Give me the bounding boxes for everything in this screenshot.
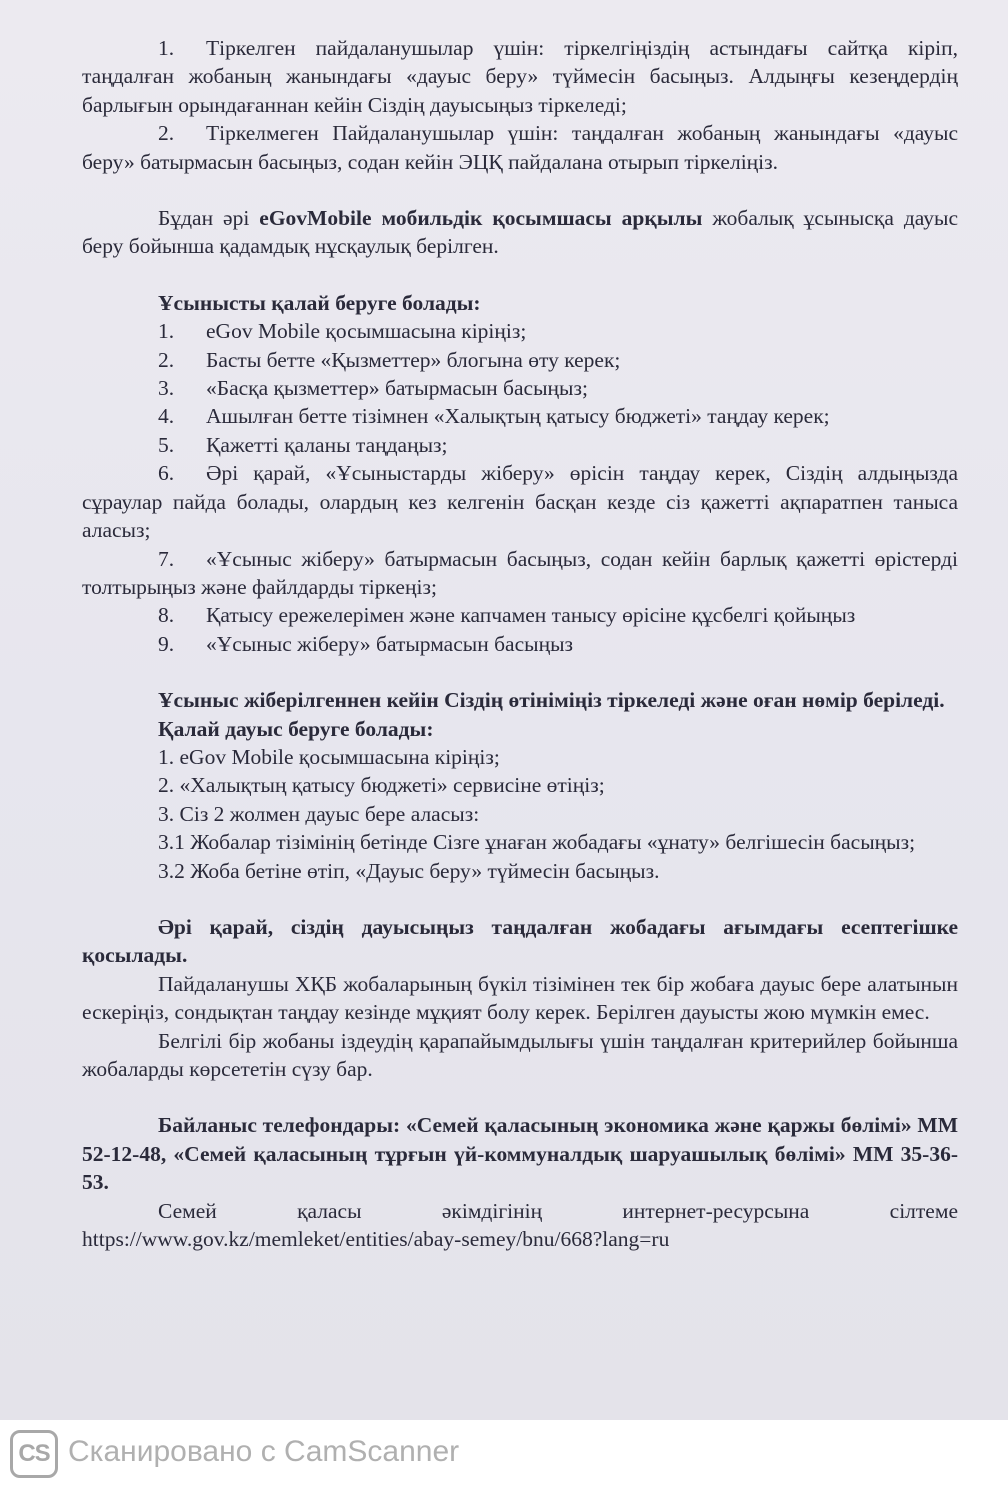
list-number: 7. (158, 546, 175, 571)
list-number: 5. (158, 432, 175, 457)
vote-step-3-1: 3.1 Жобалар тізімінің бетінде Сізге ұнаған жобадағы «ұнату» белгішесін басыңыз; (158, 830, 916, 855)
list-number: 3. (158, 376, 175, 401)
list-text: «Ұсыныс жіберу» батырмасын басыңыз (206, 631, 574, 656)
after-submit-paragraph: Ұсыныс жіберілгеннен кейін Сіздің өтініміңіз тіркеледі және оған нөмір беріледі. (158, 688, 945, 713)
egov-paragraph (82, 204, 958, 261)
list-number: 1. (158, 319, 175, 344)
list-number: 8. (158, 603, 175, 628)
link-paragraph (82, 1197, 958, 1225)
list-text: Ашылған бетте тізімнен «Халықтың қатысу бюджеті» таңдау керек; (206, 404, 830, 429)
vote-heading: Қалай дауыс беруге болады: (158, 716, 434, 741)
submit-heading: Ұсынысты қалай беруге болады: (158, 290, 481, 315)
camscanner-watermark: Сканировано с CamScanner (68, 1435, 460, 1468)
list-number: 2. (158, 121, 175, 146)
list-text: Басты бетте «Қызметтер» блогына өту керек; (206, 347, 621, 372)
list-item (82, 374, 958, 402)
list-item (82, 402, 958, 430)
camscanner-logo-icon: CS (10, 1430, 58, 1478)
list-text: «Басқа қызметтер» батырмасын басыңыз; (206, 376, 588, 401)
list-text: Тіркелген пайдаланушылар үшін: тіркелгіңіздің астындағы сайтқа кіріп, таңдалған жобаның жанындағы «дауыс беру» түймесін басыңыз. Алдыңғы кезеңдердің барлығын орындағаннан кейін Сіздің дауысыңыз тіркеледі; (82, 36, 958, 117)
list-text: Қажетті қаланы таңдаңыз; (206, 432, 448, 457)
resource-link[interactable]: https://www.gov.kz/memleket/entities/abay-semey/bnu/668?lang=ru (82, 1227, 670, 1252)
intro-item-1 (82, 34, 958, 119)
egov-text-after: жобалық ұсынысқа дауыс беру бойынша қадамдық нұсқаулық берілген. (82, 206, 958, 259)
vote-step-1: 1. eGov Mobile қосымшасына кіріңіз; (158, 744, 500, 769)
intro-item-2 (82, 119, 958, 176)
list-item (82, 431, 958, 459)
list-item (82, 630, 958, 658)
egov-text-before: Бұдан әрі (158, 206, 260, 231)
list-text: Қатысу ережелерімен және капчамен танысу өрісіне құсбелгі қойыңыз (206, 603, 856, 628)
list-number: 4. (158, 404, 175, 429)
list-item (82, 545, 958, 602)
vote-step-3: 3. Сіз 2 жолмен дауыс бере аласыз: (158, 801, 480, 826)
counter-paragraph: Әрі қарай, сіздің дауысыңыз таңдалған жобадағы ағымдағы есептегішке қосылады. (82, 914, 958, 968)
list-text: eGov Mobile қосымшасына кіріңіз; (206, 319, 527, 344)
list-item (82, 317, 958, 345)
note-paragraph: Пайдаланушы ХҚБ жобаларының бүкіл тізімінен тек бір жобаға дауыс бере алатынын ескеріңіз, сондықтан таңдау кезінде мұқият болу керек. Берілген дауысты жою мүмкін емес. (82, 971, 958, 1025)
list-number: 1. (158, 36, 175, 60)
list-text: «Ұсыныс жіберу» батырмасын басыңыз, содан кейін барлық қажетті өрістерді толтырыңыз және файлдарды тіркеңіз; (82, 546, 958, 599)
list-number: 9. (158, 631, 175, 656)
submit-steps-list (82, 317, 958, 658)
egov-text-bold: eGovMobile мобильдік қосымшасы арқылы (259, 206, 703, 231)
list-number: 6. (158, 461, 175, 486)
contacts-paragraph: Байланыс телефондары: «Семей қаласының экономика және қаржы бөлімі» ММ 52-12-48, «Семей қаласының тұрғын үй-коммуналдық шаруашылық бөлімі» ММ 35-36-53. (82, 1113, 958, 1195)
list-item (82, 601, 958, 629)
link-label: Семей қаласы әкімдігінің интернет-ресурсына сілтеме (158, 1198, 958, 1223)
list-item (82, 459, 958, 544)
list-text: Әрі қарай, «Ұсыныстарды жіберу» өрісін таңдау керек, Сіздің алдыңызда сұраулар пайда болады, олардың кез келгенін басқан кезде сіз қажетті ақпаратпен таныса аласыз; (82, 461, 958, 543)
list-item (82, 346, 958, 374)
document-body (82, 34, 958, 1253)
list-text: Тіркелмеген Пайдаланушылар үшін: таңдалған жобаның жанындағы «дауыс беру» батырмасын басыңыз, содан кейін ЭЦҚ пайдалана отырып тіркеліңіз. (82, 121, 958, 174)
filter-paragraph: Белгілі бір жобаны іздеудің қарапайымдылығы үшін таңдалған критерийлер бойынша жобаларды көрсететін сүзу бар. (82, 1028, 958, 1081)
list-number: 2. (158, 347, 175, 372)
vote-step-2: 2. «Халықтың қатысу бюджеті» сервисіне өтіңіз; (158, 773, 605, 798)
vote-step-3-2: 3.2 Жоба бетіне өтіп, «Дауыс беру» түймесін басыңыз. (158, 858, 660, 883)
